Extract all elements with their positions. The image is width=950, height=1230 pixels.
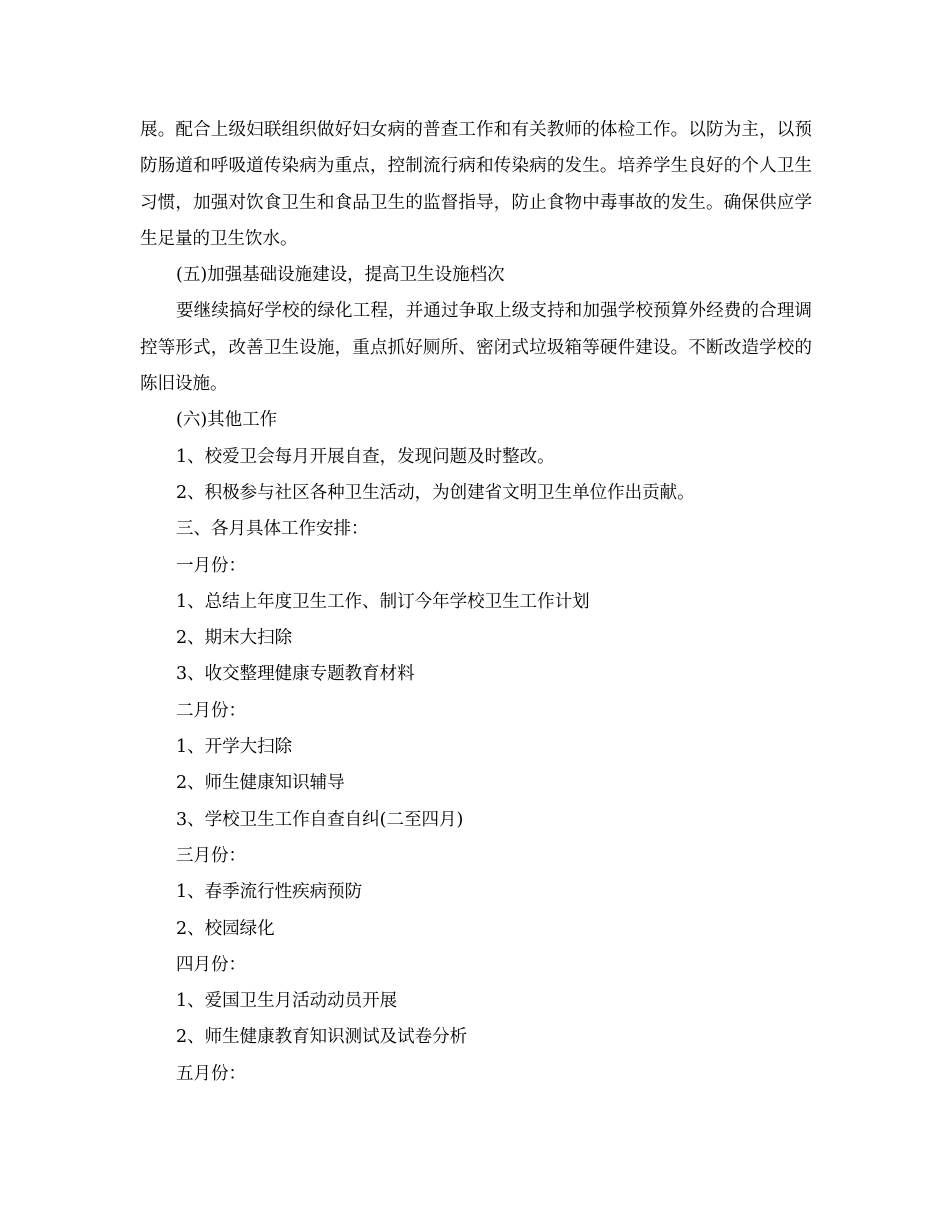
paragraph-continuation: 展。配合上级妇联组织做好妇女病的普查工作和有关教师的体检工作。以防为主，以预防肠道和呼吸道传染病为重点，控制流行病和传染病的发生。培养学生良好的个人卫生习惯，加强对饮食卫生和食品卫生的监督指导，防止食物中毒事故的发生。确保供应学生足量的卫生饮水。 [140,120,812,249]
paragraph-facilities: 要继续搞好学校的绿化工程，并通过争取上级支持和加强学校预算外经费的合理调控等形式，改善卫生设施，重点抓好厕所、密闭式垃圾箱等硬件建设。不断改造学校的陈旧设施。 [140,301,812,395]
document-body [140,112,812,1092]
list-item: 2、积极参与社区各种卫生活动，为创建省文明卫生单位作出贡献。 [176,482,695,503]
list-item: 1、总结上年度卫生工作、制订今年学校卫生工作计划 [176,591,590,612]
heading-six: (六)其他工作 [176,410,278,431]
list-item: 3、学校卫生工作自查自纠(二至四月) [176,809,464,830]
section-heading-three: 三、各月具体工作安排： [176,519,369,540]
list-item: 2、师生健康知识辅导 [176,773,345,794]
month-label: 三月份： [176,845,246,866]
list-item: 2、期末大扫除 [176,628,293,649]
list-item: 1、开学大扫除 [176,737,293,758]
list-item: 2、师生健康教育知识测试及试卷分析 [176,1027,468,1048]
month-label: 四月份： [176,954,246,975]
month-label: 二月份： [176,700,246,721]
list-item: 1、春季流行性疾病预防 [176,882,363,903]
heading-five: (五)加强基础设施建设，提高卫生设施档次 [176,265,505,286]
list-item: 3、收交整理健康专题教育材料 [176,664,415,685]
month-label: 一月份： [176,555,246,576]
month-label: 五月份： [176,1063,246,1084]
list-item: 1、爱国卫生月活动动员开展 [176,991,398,1012]
list-item: 1、校爱卫会每月开展自查，发现问题及时整改。 [176,446,555,467]
list-item: 2、校园绿化 [176,918,275,939]
